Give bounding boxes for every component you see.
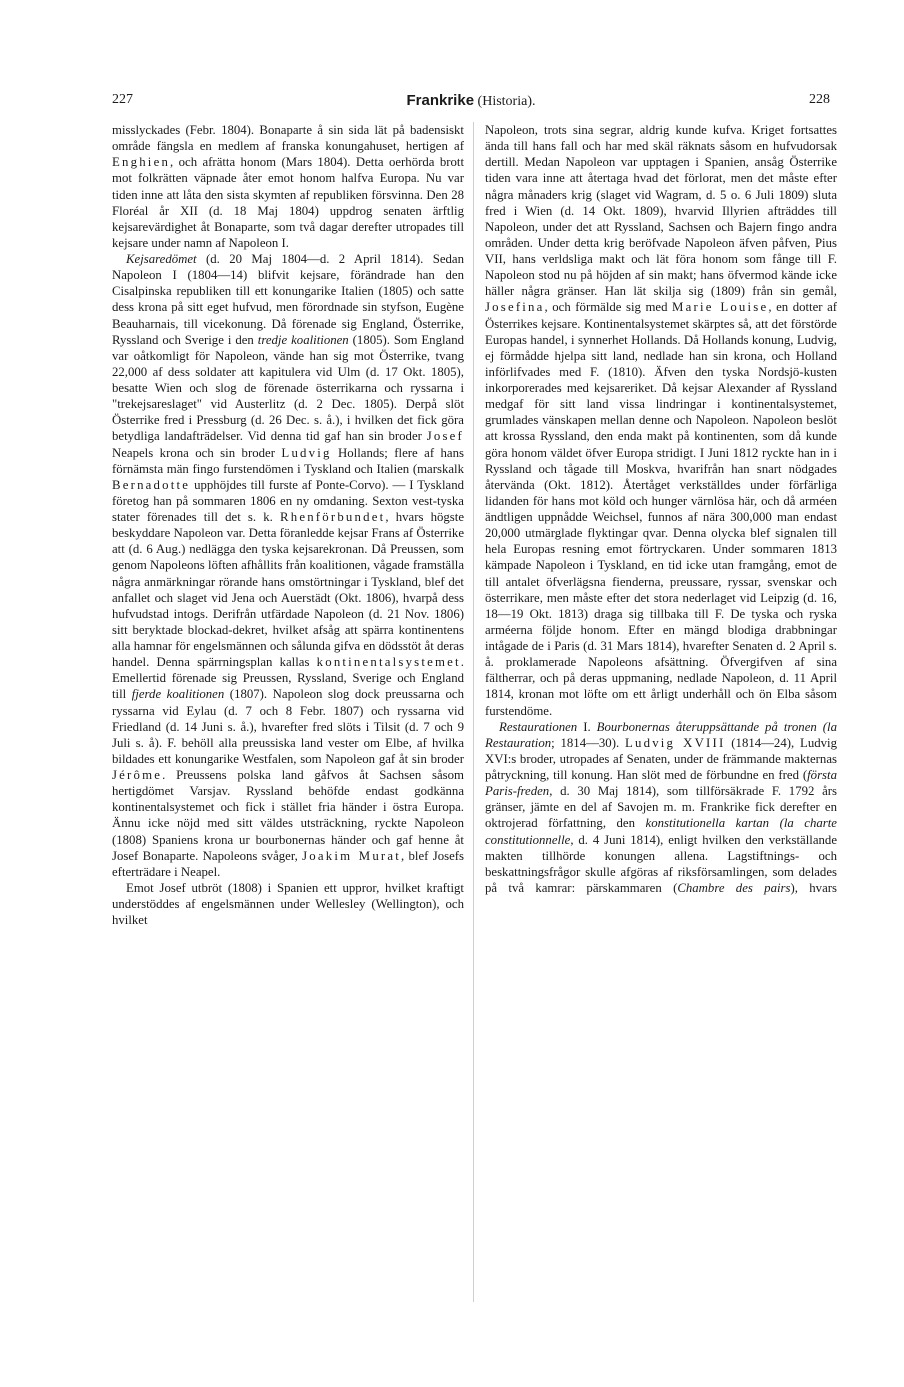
running-title [112,92,830,110]
page-header [112,92,830,110]
paragraph [112,251,464,880]
text-run: , en dotter af Österrikes kejsare. Kontinentalsystemet skärptes så, att det förstörde Europas handel, i synnerhet Hollands. Då Hollands konung, Ludvig, ej förmådde hjelpa sitt land, nedlade han sin krona, och Holland införlifvades med F. (1810). Äfven den tyska Nordsjö-kusten inkorporerades med kejsareriket. Då kejsar Alexander af Ryssland medgaf för sitt land vissa lindringar i kontinentalsystemet, grumlades vänskapen mellan denne och Napoleon. Napoleon beslöt att krossa Ryssland, den enda makt på kontinenten, som då kunde göra honom väldet öfver Europa stridigt. I Juni 1812 ryckte han in i Ryssland och tågade till Moskva, hvarifrån han snart nödgades återvända (Okt. 1812). Återtåget verkställdes under förfärliga lidanden för hans mot köld och hunger värnlösa här, och då arméen ändtligen uppnådde Weichsel, funnos af nära 300,000 man endast 20,000 utmärglade flyktingar qvar. Denna olycka blef signalen till hela Europas resning emot förtryckaren. Under sommaren 1813 kämpade Napoleon i Tyskland, en tid icke utan framgång, emot de till antalet öfverlägsna fienderna, preussare, ryssar, svenskar och österrikare, men måste efter det stora nederlaget vid Leipzig (d. 16, 18—19 Okt. 1813) draga sig tillbaka till F. De tyska och ryska arméerna följde honom. Efter en mängd blodiga drabbningar intågade de i Paris (d. 31 Mars 1814), hvarefter Senaten d. 2 April s. å. proklamerade Napoleons afsättning. Öfvergifven af sina fältherrar, och på deras uppmaning, nedlade Napoleon, d. 11 April 1814, kronan mot löfte om ett årligt underhåll och ön Elba såsom furstendöme. [485,300,838,718]
italic-term: tredje koalitionen [257,332,349,347]
text-run: , och förmälde sig med [544,300,673,315]
text-run: Emot Josef utbröt (1808) i Spanien ett uppror, hvilket kraftigt understöddes af engelsmännen under Wellesley (Wellington), och hvilket [112,880,464,928]
page-number-right: 228 [809,92,830,107]
text-run: . Preussens polska land gåfvos åt Sachsen såsom hertigdömet Varsjav. Ryssland behöfde endast godkänna kontinentalsystemet och fick i stället fria händer i östra Europa. Ännu icke nöjd med sitt väldes utsträckning, ryckte Napoleon (1808) Spaniens krona ur bourbonernas händer och gaf henne åt Josef Bonaparte. Napoleons svåger, [112,768,464,863]
spaced-name: kontinentalsystemet [316,655,461,670]
text-run: Napoleon, trots sina segrar, aldrig kunde kufva. Kriget fortsattes ända till hans fall och har med skäl räknats såsom en hufvudorsak dertill. Medan Napoleon var upptagen i Spanien, ansåg Österrike tiden vara inne att återtaga hvad det förlorat, men det måste efter några månaders krig (slaget vid Wagram, d. 5 o. 6 Juli 1809) sluta fred i Wien (d. 14 Okt. 1809), hvarvid Illyrien afträddes till Napoleon, under det att Ryssland, Sachsen och Bajern fingo andra områden. Under detta krig beröfvade Napoleon äfven påfven, Pius VII, hans verldsliga makt och lät föra honom som fånge till F. Napoleon stod nu på höjden af sin makt; hans öfvermod kände icke häller några gränser. Han lät skilja sig (1809) från sin gemål, [485,123,837,299]
text-run: Hollands; flere af hans förnämsta män fingo furstendömen i Tyskland och Italien (marskalk [112,445,464,476]
text-run: upphöjdes till furste af Ponte-Corvo). — I Tyskland företog han på sommaren 1806 en ny omdaning. Sexton vest-tyska stater förenades till det s. k. [112,477,464,524]
text-run: , och afrätta honom (Mars 1804). Detta oerhörda brott mot folkrätten väpnade åter emot honom halfva Europa. Nu var tiden inne att låta den sista skymten af republiken försvinna. Den 28 Floréal år XII (d. 18 Maj 1804) uppdrog senaten ärftlig kejsarevärdighet åt Bonaparte, som två dagar derefter utropades till kejsare under namn af Napoleon I. [112,155,464,250]
spaced-name: Josefina [485,300,545,315]
text-run: (1805). Som England var oåtkomligt för Napoleon, vände han sig mot Österrike, tvang 22,000 af dess soldater att kapitulera vid Ulm (d. 17 Okt. 1805), besatte Wien och slog de förenade österrikarna och ryssarna i "trekejsareslaget" vid Austerlitz (d. 2 Dec. 1805). Derpå slöt Österrike fred i Pressburg (d. 26 Dec. s. å.), i hvilken det fick göra betydliga landafträdelser. Vid denna tid gaf han sin broder [112,332,464,444]
right-column [485,122,837,912]
italic-term: Bourbonernas återuppsättande på tronen (la Restauration [485,719,837,750]
text-run: , hvars högste beskyddare Napoleon var. Detta föranledde kejsar Frans af Österrike att (d. 6 Aug.) nedlägga den tyska kejsarekronan. Då Preussen, som genom Napoleons löften afhållits från koalitionen, vågade framställa några anmärkningar rörande hans omstörtningar i Tyskland, blef det anfallet och slaget vid Jena och Auerstädt (Okt. 1806), hvarpå dess hufvudstad intogs. Derifrån utfärdade Napoleon (d. 21 Nov. 1806) sitt beryktade blockad-dekret, hvilket afsåg att spärra kontinentens alla hamnar för engelsmännen och sålunda gifva en dödsstöt åt deras handel. Denna spärrningsplan kallas [112,510,465,670]
italic-term: konstitutionella kartan (la charte constitutionnelle [485,816,837,847]
left-column [112,122,464,944]
text-run: (d. 20 Maj 1804—d. 2 April 1814). Sedan Napoleon I (1804—14) blifvit kejsare, förändrade han den Cisalpinska republiken till ett konungarike Italien (1805) och satte dess krona på sitt eget hufvud, men förordnade sin styfson, Eugène Beauharnais, till vicekonung. Då förenade sig England, Österrike, Ryssland och Sverige i den [112,252,464,347]
paragraph [485,719,837,913]
header-keyword: Frankrike [406,92,475,109]
spaced-name: Enghien [112,155,171,170]
header-subtitle: (Historia). [477,94,536,109]
text-run: (1807). Napoleon slog dock preussarna och ryssarna vid Eylau (d. 7 och 8 Febr. 1807) och ryssarna vid Friedland (d. 14 Juni s. å.), hvarefter fred slöts i Tilsit (d. 7 och 9 Juli s. å). F. behöll alla preussiska land vester om Elbe, af hvilka bildades ett konungarike Westfalen, som Napoleon gaf åt sin broder [112,687,464,766]
text-run: , blef Josefs efterträdare i Neapel. [112,848,464,879]
text-run: Neapels krona och sin broder [112,445,282,460]
text-run: . Emellertid förenade sig Preussen, Ryssland, Sverige och England till [112,655,464,702]
spaced-name: Josef [426,429,464,444]
spaced-name: Ludvig [281,445,332,460]
text-run: ), hvars [790,880,837,895]
text-run: , d. 4 Juni 1814), enligt hvilken den verkställande makten tillhörde konungen allena. Lagstiftnings- och beskattningsfrågor skulle afgöras af riksförsamlingen, som delades på två kamrar: pärskammaren ( [485,832,837,895]
text-run: misslyckades (Febr. 1804). Bonaparte å sin sida lät på badensiskt område fängsla en medlem af franska konungahuset, hertigen af [112,123,464,154]
italic-term: Chambre des pairs [677,880,791,895]
spaced-name: Ludvig XVIII [624,735,726,750]
italic-term: fjerde koalitionen [131,687,225,702]
italic-term: första Paris-freden [485,768,837,799]
paragraph [112,122,464,251]
page-number-left: 227 [112,92,133,107]
spaced-name: Joakim Murat [302,848,402,863]
column-divider [473,122,474,1302]
spaced-name: Jérôme [112,768,163,782]
text-run: ; 1814—30). [551,735,625,750]
text-run: (1814—24), Ludvig XVI:s broder, utropades af Senaten, under de främmande makternas påtryckning, till konung. Han slöt med de förbundne en fred ( [485,735,837,782]
spaced-name: Bernadotte [112,477,191,492]
paragraph [112,880,464,945]
italic-heading: Kejsaredömet [126,252,197,266]
spaced-name: Marie Louise [672,300,769,315]
text-run: I. [577,719,597,734]
italic-heading: Restaurationen [499,719,578,734]
paragraph [485,122,837,719]
spaced-name: Rhenförbundet [280,510,386,524]
text-run: , d. 30 Maj 1814), som tillförsäkrade F. 1792 års gränser, jämte en del af Savojen m. m. Frankrike fick derefter en oktrojerad författning, den [485,784,837,831]
